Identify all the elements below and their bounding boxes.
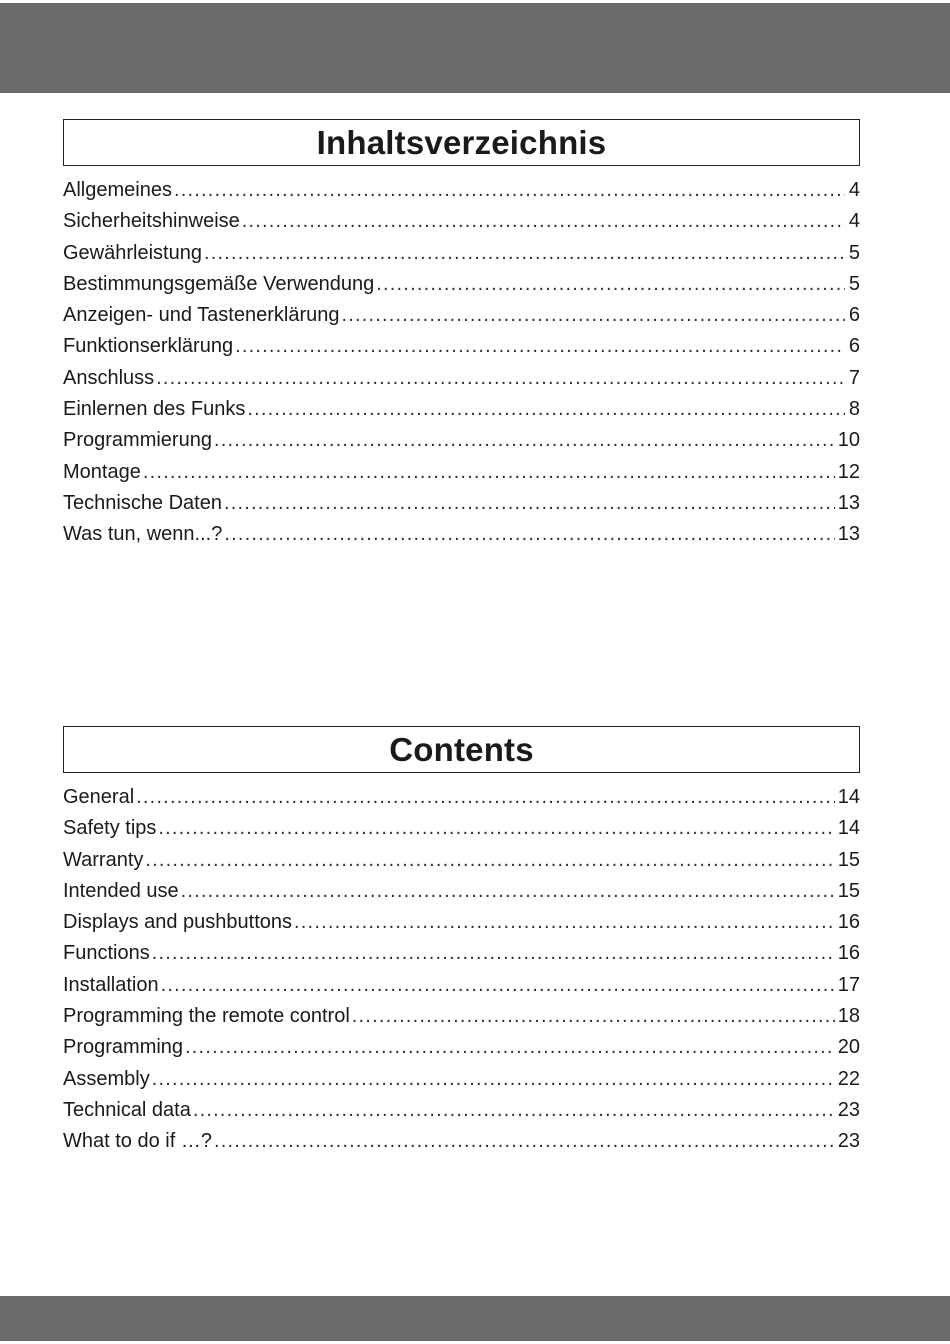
toc-entry[interactable]	[63, 367, 860, 398]
toc-leader-dots	[352, 1005, 835, 1027]
toc-entry[interactable]	[63, 786, 860, 817]
toc-entry-label: Bestimmungsgemäße Verwendung	[63, 272, 375, 295]
toc-entry[interactable]	[63, 880, 860, 911]
toc-entry-label: Technische Daten	[63, 491, 222, 514]
toc-title-box	[63, 726, 860, 773]
toc-entry-page: 16	[837, 911, 860, 934]
toc-entry-page: 4	[848, 179, 860, 201]
toc-leader-dots	[193, 1099, 835, 1121]
toc-entry[interactable]	[63, 335, 860, 366]
toc-entry-page: 10	[837, 429, 860, 452]
toc-entry-page: 7	[848, 366, 860, 389]
toc-list	[63, 786, 860, 1162]
toc-entry-page: 4	[848, 210, 860, 233]
toc-entry-page: 17	[837, 973, 860, 996]
toc-leader-dots	[224, 492, 835, 514]
toc-entry-page: 15	[837, 848, 860, 871]
toc-entry-page: 13	[837, 491, 860, 514]
toc-entry-label: Was tun, wenn...?	[63, 523, 223, 546]
toc-entry-label: Intended use	[63, 879, 179, 902]
toc-leader-dots	[174, 179, 845, 201]
toc-entry-label: Programming the remote control	[63, 1005, 350, 1028]
toc-entry[interactable]	[63, 1099, 860, 1130]
toc-entry[interactable]	[63, 849, 860, 880]
toc-entry[interactable]	[63, 398, 860, 429]
toc-entry-label: Technical data	[63, 1098, 191, 1121]
toc-title-box	[63, 119, 860, 166]
toc-entry-page: 18	[837, 1005, 860, 1028]
toc-entry-page: 16	[837, 942, 860, 965]
toc-leader-dots	[152, 1068, 835, 1090]
toc-leader-dots	[181, 880, 835, 902]
toc-entry-label: Gewährleistung	[63, 241, 202, 264]
toc-entry-label: Assembly	[63, 1067, 150, 1090]
toc-entry[interactable]	[63, 273, 860, 304]
toc-leader-dots	[294, 911, 835, 933]
toc-entry[interactable]	[63, 179, 860, 210]
toc-entry[interactable]	[63, 817, 860, 848]
toc-entry-label: What to do if …?	[63, 1130, 212, 1153]
toc-entry-label: Montage	[63, 460, 141, 483]
toc-entry[interactable]	[63, 1130, 860, 1161]
toc-entry-page: 6	[848, 304, 860, 327]
toc-entry[interactable]	[63, 911, 860, 942]
toc-leader-dots	[143, 461, 835, 483]
toc-entry-page: 20	[837, 1036, 860, 1059]
toc-leader-dots	[158, 817, 834, 839]
toc-entry-page: 5	[848, 241, 860, 264]
toc-leader-dots	[224, 523, 834, 545]
toc-leader-dots	[235, 335, 845, 357]
toc-entry-page: 15	[837, 879, 860, 902]
toc-entry-label: General	[63, 786, 135, 808]
toc-leader-dots	[136, 786, 835, 808]
toc-entry-page: 23	[837, 1098, 860, 1121]
toc-entry-label: Programming	[63, 1036, 184, 1059]
toc-list	[63, 179, 860, 555]
toc-entry[interactable]	[63, 942, 860, 973]
toc-leader-dots	[152, 942, 835, 964]
toc-entry[interactable]	[63, 1036, 860, 1067]
toc-title: Inhaltsverzeichnis	[316, 123, 607, 161]
toc-entry-label: Anzeigen- und Tastenerklärung	[63, 304, 340, 327]
toc-entry[interactable]	[63, 523, 860, 554]
toc-entry[interactable]	[63, 492, 860, 523]
toc-german	[63, 119, 860, 555]
toc-leader-dots	[145, 849, 834, 871]
toc-entry[interactable]	[63, 429, 860, 460]
toc-entry-label: Einlernen des Funks	[63, 398, 246, 421]
toc-leader-dots	[341, 304, 845, 326]
toc-leader-dots	[376, 273, 845, 295]
toc-entry[interactable]	[63, 242, 860, 273]
toc-entry-page: 8	[848, 398, 860, 421]
toc-entry-page: 12	[837, 460, 860, 483]
toc-entry[interactable]	[63, 210, 860, 241]
toc-english	[63, 726, 860, 1162]
toc-entry-page: 5	[848, 272, 860, 295]
toc-entry-label: Safety tips	[63, 817, 157, 840]
toc-leader-dots	[214, 1130, 835, 1152]
header-band	[0, 3, 950, 93]
toc-entry-page: 13	[837, 523, 860, 546]
toc-leader-dots	[204, 242, 845, 264]
toc-entry-label: Displays and pushbuttons	[63, 911, 293, 934]
toc-title: Contents	[389, 730, 534, 768]
toc-leader-dots	[242, 210, 845, 232]
footer-band	[0, 1296, 950, 1341]
toc-entry-page: 14	[837, 786, 860, 808]
toc-leader-dots	[247, 398, 845, 420]
toc-entry-label: Sicherheitshinweise	[63, 210, 240, 233]
toc-leader-dots	[161, 974, 835, 996]
toc-entry-label: Programmierung	[63, 429, 212, 452]
toc-entry[interactable]	[63, 1005, 860, 1036]
toc-entry[interactable]	[63, 974, 860, 1005]
toc-entry[interactable]	[63, 461, 860, 492]
toc-entry-label: Anschluss	[63, 366, 155, 389]
toc-entry-label: Warranty	[63, 848, 144, 871]
toc-entry-label: Allgemeines	[63, 179, 172, 201]
toc-entry-page: 6	[848, 335, 860, 358]
toc-entry-page: 22	[837, 1067, 860, 1090]
toc-leader-dots	[156, 367, 845, 389]
toc-leader-dots	[214, 429, 835, 451]
toc-entry[interactable]	[63, 1068, 860, 1099]
toc-entry[interactable]	[63, 304, 860, 335]
toc-entry-page: 14	[837, 817, 860, 840]
toc-entry-label: Functions	[63, 942, 150, 965]
toc-entry-page: 23	[837, 1130, 860, 1153]
toc-leader-dots	[185, 1036, 835, 1058]
toc-entry-label: Funktionserklärung	[63, 335, 234, 358]
toc-entry-label: Installation	[63, 973, 159, 996]
